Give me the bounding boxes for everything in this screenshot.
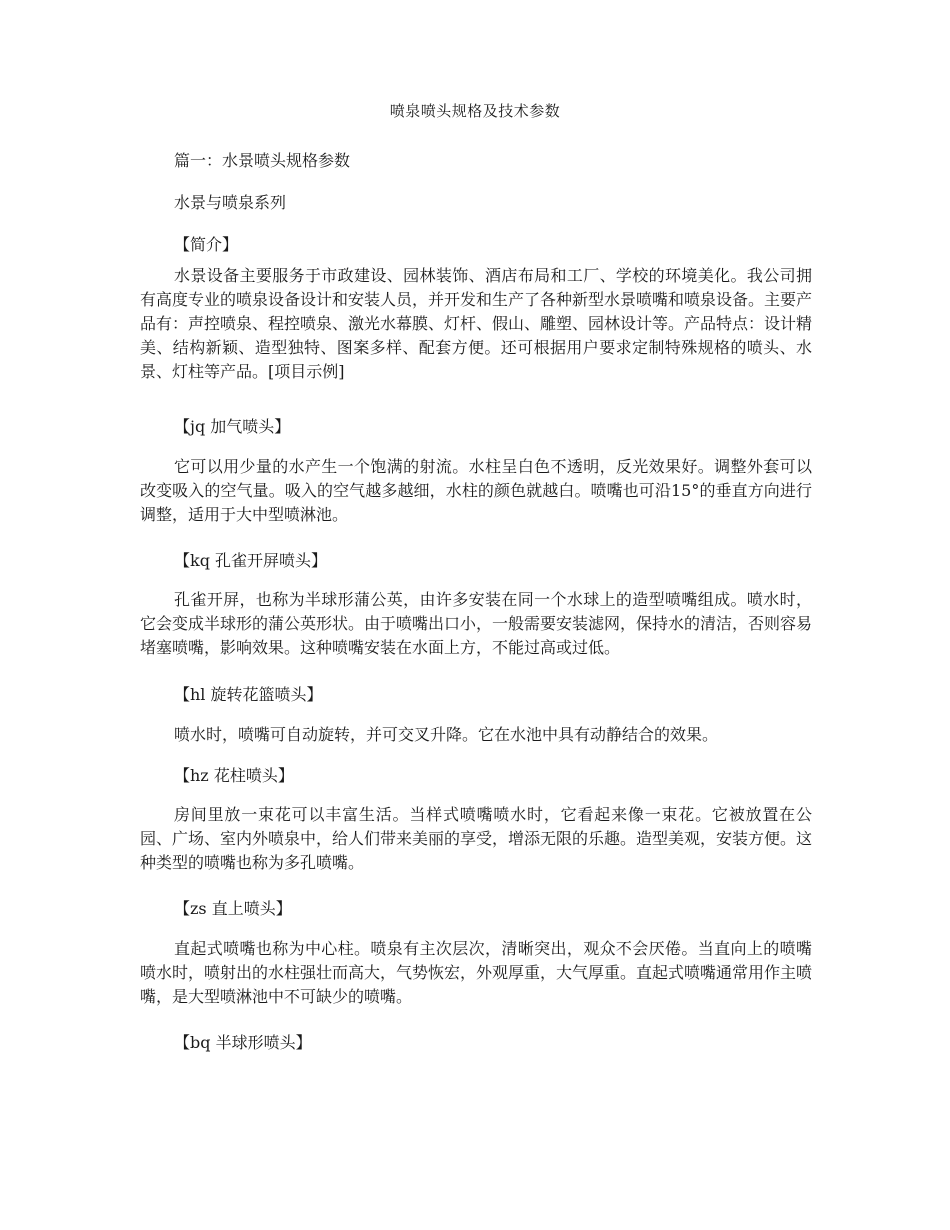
kq-heading: 【kq 孔雀开屏喷头】 <box>174 551 328 570</box>
hl-heading: 【hl 旋转花篮喷头】 <box>174 685 323 704</box>
hz-heading: 【hz 花柱喷头】 <box>174 766 294 785</box>
series-heading: 水景与喷泉系列 <box>174 193 287 212</box>
hl-paragraph: 喷水时，喷嘴可自动旋转，并可交叉升降。它在水池中具有动静结合的效果。 <box>174 725 719 744</box>
jq-paragraph: 它可以用少量的水产生一个饱满的射流。水柱呈白色不透明，反光效果好。调整外套可以改变吸入的空气量。吸入的空气越多越细，水柱的颜色就越白。喷嘴也可沿15°的垂直方向进行调整，适用于大中型喷淋池。 <box>140 457 812 524</box>
kq-paragraph: 孔雀开屏，也称为半球形蒲公英，由许多安装在同一个水球上的造型喷嘴组成。喷水时，它会变成半球形的蒲公英形状。由于喷嘴出口小，一般需要安装滤网，保持水的清洁，否则容易堵塞喷嘴，影响效果。这种喷嘴安装在水面上方，不能过高或过低。 <box>140 590 813 657</box>
intro-heading: 【简介】 <box>174 235 239 254</box>
hz-paragraph: 房间里放一束花可以丰富生活。当样式喷嘴喷水时，它看起来像一束花。它被放置在公园、广场、室内外喷泉中，给人们带来美丽的享受，增添无限的乐趣。造型美观，安装方便。这种类型的喷嘴也称为多孔喷嘴。 <box>140 805 813 872</box>
document-title: 喷泉喷头规格及技术参数 <box>389 102 561 120</box>
zs-paragraph: 直起式喷嘴也称为中心柱。喷泉有主次层次，清晰突出，观众不会厌倦。当直向上的喷嘴喷水时，喷射出的水柱强壮而高大，气势恢宏，外观厚重，大气厚重。直起式喷嘴通常用作主喷嘴，是大型喷淋池中不可缺少的喷嘴。 <box>140 939 813 1006</box>
zs-heading: 【zs 直上喷头】 <box>174 899 292 918</box>
jq-heading: 【jq 加气喷头】 <box>174 417 291 436</box>
intro-paragraph: 水景设备主要服务于市政建设、园林装饰、酒店布局和工厂、学校的环境美化。我公司拥有高度专业的喷泉设备设计和安装人员，并开发和生产了各种新型水景喷嘴和喷泉设备。主要产品有：声控喷泉、程控喷泉、激光水幕膜、灯杆、假山、雕塑、园林设计等。产品特点：设计精美、结构新颖、造型独特、图案多样、配套方便。还可根据用户要求定制特殊规格的喷头、水景、灯柱等产品。[项目示例] <box>140 266 813 381</box>
bq-heading: 【bq 半球形喷头】 <box>174 1033 312 1052</box>
section-heading: 篇一：水景喷头规格参数 <box>174 151 351 170</box>
